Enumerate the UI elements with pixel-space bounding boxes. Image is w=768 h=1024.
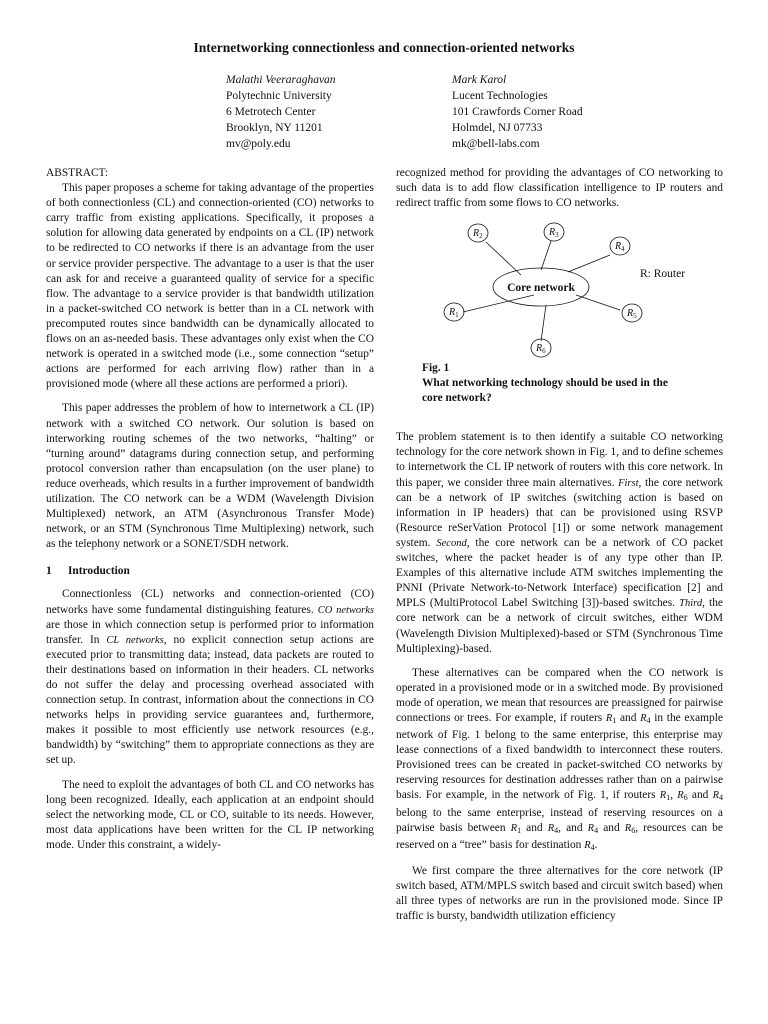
math-r4: $R_4$ xyxy=(640,712,651,725)
section-title: Introduction xyxy=(68,565,130,578)
intro-paragraph-continued: recognized method for providing the advantages of CO networking to such data is to add flow classification intelligence to IP routers and redirect traffic from some flows to CO networks. xyxy=(396,167,723,210)
body-paragraph: We first compare the three alternatives for the core network (IP switch based, ATM/MPLS switch based and circuit switch based) when all three types of networks are run in the provisioned mode. Since IP traffic is bursty, bandwidth utilization efficiency xyxy=(396,864,723,923)
author-block-1 xyxy=(226,72,336,152)
paper-title: Internetworking connectionless and connection-oriented networks xyxy=(193,40,575,55)
section-number: 1 xyxy=(46,565,52,578)
math-r6: $R_6$ xyxy=(624,822,636,835)
math-r4: $R_4$ xyxy=(712,790,723,803)
core-network-label: Core network xyxy=(507,282,575,295)
emphasis: CL networks xyxy=(106,634,164,646)
author-name: Mark Karol xyxy=(452,74,507,86)
body-paragraph: These alternatives can be compared when the CO network is operated in a provisioned mode or in a switched mode. By provisioned mode of operation, we mean that resources are preassigned for pairwise connections or trees. For example, if routers $R_1$ and $R_4$ in the example network of Fig. 1 belong to the same enterprise, this enterprise may lease connections of a fixed bandwidth to interconnect these routers. Provisioned trees can be created in packet-switched CO networks by reserving resources for destination addresses rather than on a pairwise basis. For example, in the network of Fig. 1, if routers $R_1$, $R_6$ and $R_4$ belong to the same enterprise, instead of reserving resources on a pairwise basis between $R_1$ and $R_4$, and $R_4$ and $R_6$, resources can be reserved on a “tree” basis for destination $R_4$. xyxy=(396,666,723,852)
caption-text: What networking technology should be used in the core network? xyxy=(422,377,668,405)
author-address: 101 Crawfords Corner Road xyxy=(452,106,583,118)
author-email: mk@bell-labs.com xyxy=(452,138,540,150)
router-label-r2: $R_2$ xyxy=(473,228,483,241)
section-heading xyxy=(46,564,374,579)
legend-label: R: Router xyxy=(640,268,686,281)
intro-paragraph: Connectionless (CL) networks and connection-oriented (CO) networks have some fundamental distinguishing features. CO networks are those in which connection setup is performed prior to information transfer. In CL networks, no explicit connection setup actions are executed prior to transmitting data; instead, data packets are routed to their destinations based on information in their headers. CL networks do not suffer the delay and processing overhead associated with connection setup. In contrast, information about the connections in CO networks helps in providing service guarantees and, furthermore, makes it possible to most efficiently use network resources (e.g., bandwidth) by “switching” them to appropriate connections as they are set up. xyxy=(46,588,374,767)
body-paragraph: The problem statement is to then identify a suitable CO networking technology for the core network shown in Fig. 1, and to define schemes to internetwork the CL IP network of routers with this core network. In this paper, we consider three main alternatives. First, the core network can be a network of IP switches (switching action is based on information in IP headers) that can be provisioned using RSVP (Resource reSerVation Protocol [1]) or some network management system. Second, the core network can be a network of CO packet switches, where the packet header is of any type other than IP. Examples of this alternative include ATM switches implementing the PNNI (Private Network-to-Network Interface) specification [2] and MPLS (MultiProtocol Label Switching [3])-based switches. Third, the core network can be a network of circuit switches, either WDM (Wavelength Division Multiplexed)-based or STM (Synchronous Time Multiplexing)-based. xyxy=(396,431,723,655)
math-r4: $R_4$ xyxy=(547,822,559,835)
math-r1: $R_1$ xyxy=(659,790,671,803)
author-block-2 xyxy=(452,72,583,152)
author-name: Malathi Veeraraghavan xyxy=(226,74,336,86)
caption-label: Fig. 1 xyxy=(422,362,450,375)
router-label-r3: $R_3$ xyxy=(549,227,559,240)
author-address: Brooklyn, NY 11201 xyxy=(226,122,323,134)
author-email: mv@poly.edu xyxy=(226,138,291,150)
router-label-r4: $R_4$ xyxy=(615,241,625,254)
author-affiliation: Polytechnic University xyxy=(226,90,332,102)
emphasis: Third xyxy=(679,598,703,610)
router-label-r6: $R_6$ xyxy=(536,343,546,356)
math-r4: $R_4$ xyxy=(587,822,599,835)
emphasis: CO networks xyxy=(317,604,374,616)
abstract-paragraph: This paper proposes a scheme for taking advantage of the properties of both connectionless (CL) and connection-oriented (CO) networks to carry traffic from existing applications. Specifically, it proposes a solution for allowing data generated by endpoints on a CL (IP) network to be redirected to CO networks if there is an advantage from the user or service provider perspective. The advantage to a user is that the user can ask for and receive a guaranteed quality of service for a specific flow. The advantage to a service provider is that bandwidth utilization in a packet-switched CO network is better than in a CL network with precomputed routes since bandwidth can be dynamically allocated to flows on an as-needed basis. These advantages only exist when the CO network is operated in a switched mode (i.e., some connection “setup” actions are performed for each arriving flow) rather than in a provisioned mode (where all these actions are performed a priori). xyxy=(46,182,374,391)
figure-1 xyxy=(396,215,723,356)
router-label-r1: $R_1$ xyxy=(449,307,459,320)
emphasis: Second xyxy=(436,537,467,549)
math-r1: $R_1$ xyxy=(510,822,522,835)
emphasis: First xyxy=(618,477,639,489)
left-column xyxy=(46,166,374,853)
router-label-r5: $R_5$ xyxy=(627,308,637,321)
math-r6: $R_6$ xyxy=(677,790,688,803)
abstract-paragraph: This paper addresses the problem of how to internetwork a CL (IP) network with a switched CO network. Our solution is based on interworking routing schemes of the two networks, “halting” or “turning around” datagrams during connection setup, and performing protocol conversion rather than encapsulation (on the user plane) to reduce overheads, which results in a further improvement of bandwidth utilization. The CO network can be a WDM (Wavelength Division Multiplexed) network, an ATM (Asynchronous Transfer Mode) network, or an STM (Synchronous Time Multiplexing) network, such as the telephony network or a SONET/SDH network. xyxy=(46,402,374,551)
author-affiliation: Lucent Technologies xyxy=(452,90,548,102)
math-r4: $R_4$ xyxy=(584,839,595,852)
figure-caption xyxy=(396,361,723,406)
right-column xyxy=(396,166,723,924)
abstract-heading: ABSTRACT: xyxy=(46,167,109,179)
author-address: 6 Metrotech Center xyxy=(226,106,316,118)
intro-paragraph: The need to exploit the advantages of both CL and CO networks has long been recognized. Ideally, each application at an endpoint should select the networking mode, CL or CO, suitable to its needs. However, most data applications have been written for the CL IP networking mode. Under this constraint, a widely- xyxy=(46,778,374,851)
author-address: Holmdel, NJ 07733 xyxy=(452,122,543,134)
math-r1: $R_1$ xyxy=(605,712,617,725)
network-diagram xyxy=(396,215,723,356)
